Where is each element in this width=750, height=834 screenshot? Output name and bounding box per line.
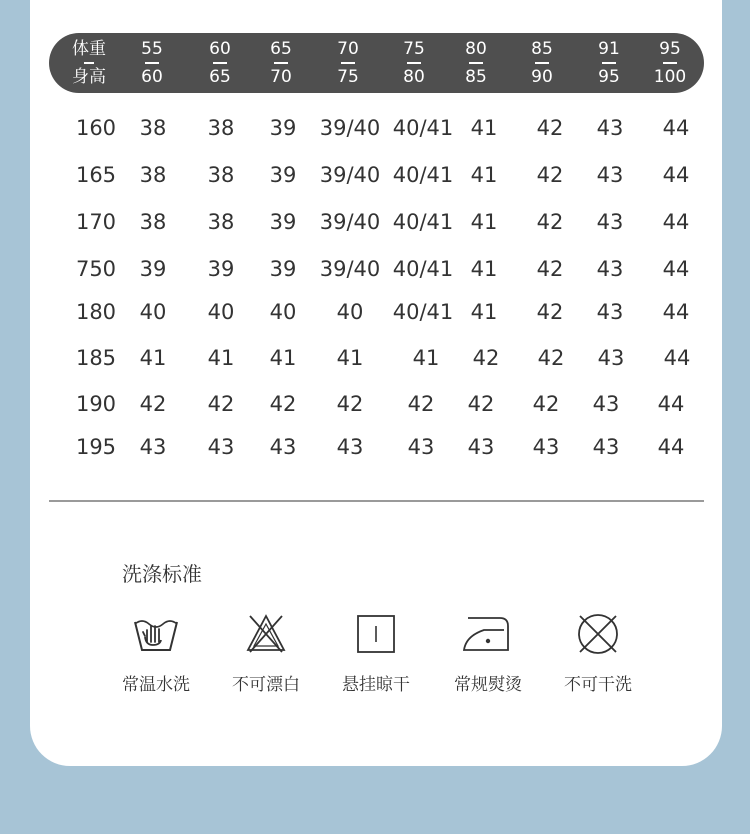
height-cell: 190 [75,392,117,416]
size-cell: 40 [207,300,235,324]
no-bleach-icon [242,612,290,656]
size-cell: 43 [596,257,624,281]
weight-label: 体重 [59,38,119,66]
size-cell: 41 [207,346,235,370]
size-cell: 42 [537,346,565,370]
header-col-0 [122,38,182,88]
size-cell: 40/41 [392,163,454,187]
header-col-7 [579,38,639,88]
size-cell: 40/41 [392,300,454,324]
size-cell: 40/41 [392,257,454,281]
size-cell: 42 [472,346,500,370]
weight-range-bottom: 70 [270,67,292,87]
size-cell: 41 [470,116,498,140]
weight-range-top: 65 [251,38,311,66]
table-row [0,343,750,373]
size-cell: 43 [467,435,495,459]
header-col-4 [384,38,444,88]
size-cell: 40 [269,300,297,324]
weight-range-bottom: 75 [337,67,359,87]
weight-range-top: 60 [190,38,250,66]
weight-range-top: 91 [579,38,639,66]
size-cell: 43 [336,435,364,459]
size-cell: 41 [269,346,297,370]
size-cell: 39 [207,257,235,281]
care-label: 常规熨烫 [454,675,522,695]
care-item-line-dry [321,612,431,695]
size-cell: 42 [207,392,235,416]
size-cell: 43 [596,116,624,140]
height-cell: 170 [75,210,117,234]
care-item-no-dry-clean [543,612,653,695]
size-cell: 42 [467,392,495,416]
size-cell: 42 [536,257,564,281]
weight-range-top: 75 [384,38,444,66]
size-cell: 38 [139,210,167,234]
care-label: 不可漂白 [232,675,300,695]
size-cell: 42 [536,210,564,234]
size-cell: 42 [407,392,435,416]
size-cell: 43 [596,210,624,234]
height-cell: 165 [75,163,117,187]
size-cell: 40 [336,300,364,324]
weight-range-bottom: 90 [531,67,553,87]
weight-range-bottom: 60 [141,67,163,87]
weight-range-bottom: 85 [465,67,487,87]
header-col-2 [251,38,311,88]
height-cell: 185 [75,346,117,370]
size-cell: 43 [592,435,620,459]
table-row [0,432,750,462]
size-cell: 40/41 [392,210,454,234]
size-cell: 41 [470,210,498,234]
weight-range-bottom: 80 [403,67,425,87]
size-cell: 39/40 [319,257,381,281]
size-cell: 43 [207,435,235,459]
table-row [0,389,750,419]
size-cell: 41 [470,300,498,324]
size-cell: 42 [336,392,364,416]
no-dry-clean-icon [574,612,622,656]
size-cell: 43 [269,435,297,459]
height-cell: 160 [75,116,117,140]
size-cell: 42 [536,300,564,324]
size-cell: 40/41 [392,116,454,140]
size-cell: 43 [532,435,560,459]
size-cell: 42 [269,392,297,416]
size-cell: 41 [470,163,498,187]
height-cell: 180 [75,300,117,324]
header-label-cell [59,38,119,88]
size-cell: 40 [139,300,167,324]
table-row [0,113,750,143]
size-cell: 44 [662,163,690,187]
table-row [0,207,750,237]
size-cell: 39/40 [319,163,381,187]
section-divider [49,500,704,502]
size-cell: 38 [207,163,235,187]
size-cell: 44 [662,210,690,234]
size-cell: 44 [657,392,685,416]
size-cell: 39 [269,210,297,234]
table-row [0,160,750,190]
size-cell: 42 [536,116,564,140]
size-cell: 43 [139,435,167,459]
header-col-1 [190,38,250,88]
size-cell: 43 [407,435,435,459]
size-cell: 43 [597,346,625,370]
care-label: 常温水洗 [122,675,190,695]
size-cell: 38 [207,116,235,140]
care-label: 悬挂晾干 [342,675,410,695]
iron-icon [460,612,516,656]
height-label: 身高 [72,67,106,87]
size-cell: 44 [657,435,685,459]
line-dry-icon [352,612,400,656]
weight-range-bottom: 100 [653,67,687,87]
size-cell: 42 [532,392,560,416]
hand-wash-icon [132,612,180,656]
size-cell: 44 [662,300,690,324]
size-cell: 39 [139,257,167,281]
weight-range-top: 95 [640,38,700,66]
size-cell: 39 [269,163,297,187]
size-cell: 38 [139,116,167,140]
size-cell: 38 [139,163,167,187]
height-cell: 195 [75,435,117,459]
weight-range-top: 70 [318,38,378,66]
size-cell: 39 [269,116,297,140]
weight-range-bottom: 95 [598,67,620,87]
size-cell: 42 [536,163,564,187]
size-cell: 43 [592,392,620,416]
weight-range-top: 80 [446,38,506,66]
header-col-6 [512,38,572,88]
weight-range-bottom: 65 [209,67,231,87]
size-cell: 39 [269,257,297,281]
header-col-5 [446,38,506,88]
size-cell: 43 [596,163,624,187]
header-col-3 [318,38,378,88]
care-item-iron [433,612,543,695]
care-item-no-bleach [211,612,321,695]
size-cell: 41 [470,257,498,281]
care-item-hand-wash [101,612,211,695]
care-title: 洗涤标准 [122,562,202,586]
size-cell: 43 [596,300,624,324]
header-col-8 [640,38,700,88]
size-cell: 38 [207,210,235,234]
size-cell: 39/40 [319,116,381,140]
weight-range-top: 85 [512,38,572,66]
weight-range-top: 55 [122,38,182,66]
size-cell: 44 [662,116,690,140]
table-row [0,254,750,284]
size-table-header [49,33,704,93]
size-cell: 44 [662,257,690,281]
size-cell: 42 [139,392,167,416]
size-cell: 39/40 [319,210,381,234]
care-label: 不可干洗 [564,675,632,695]
size-cell: 41 [412,346,440,370]
size-cell: 41 [336,346,364,370]
size-cell: 44 [663,346,691,370]
height-cell: 750 [75,257,117,281]
table-row [0,297,750,327]
size-cell: 41 [139,346,167,370]
